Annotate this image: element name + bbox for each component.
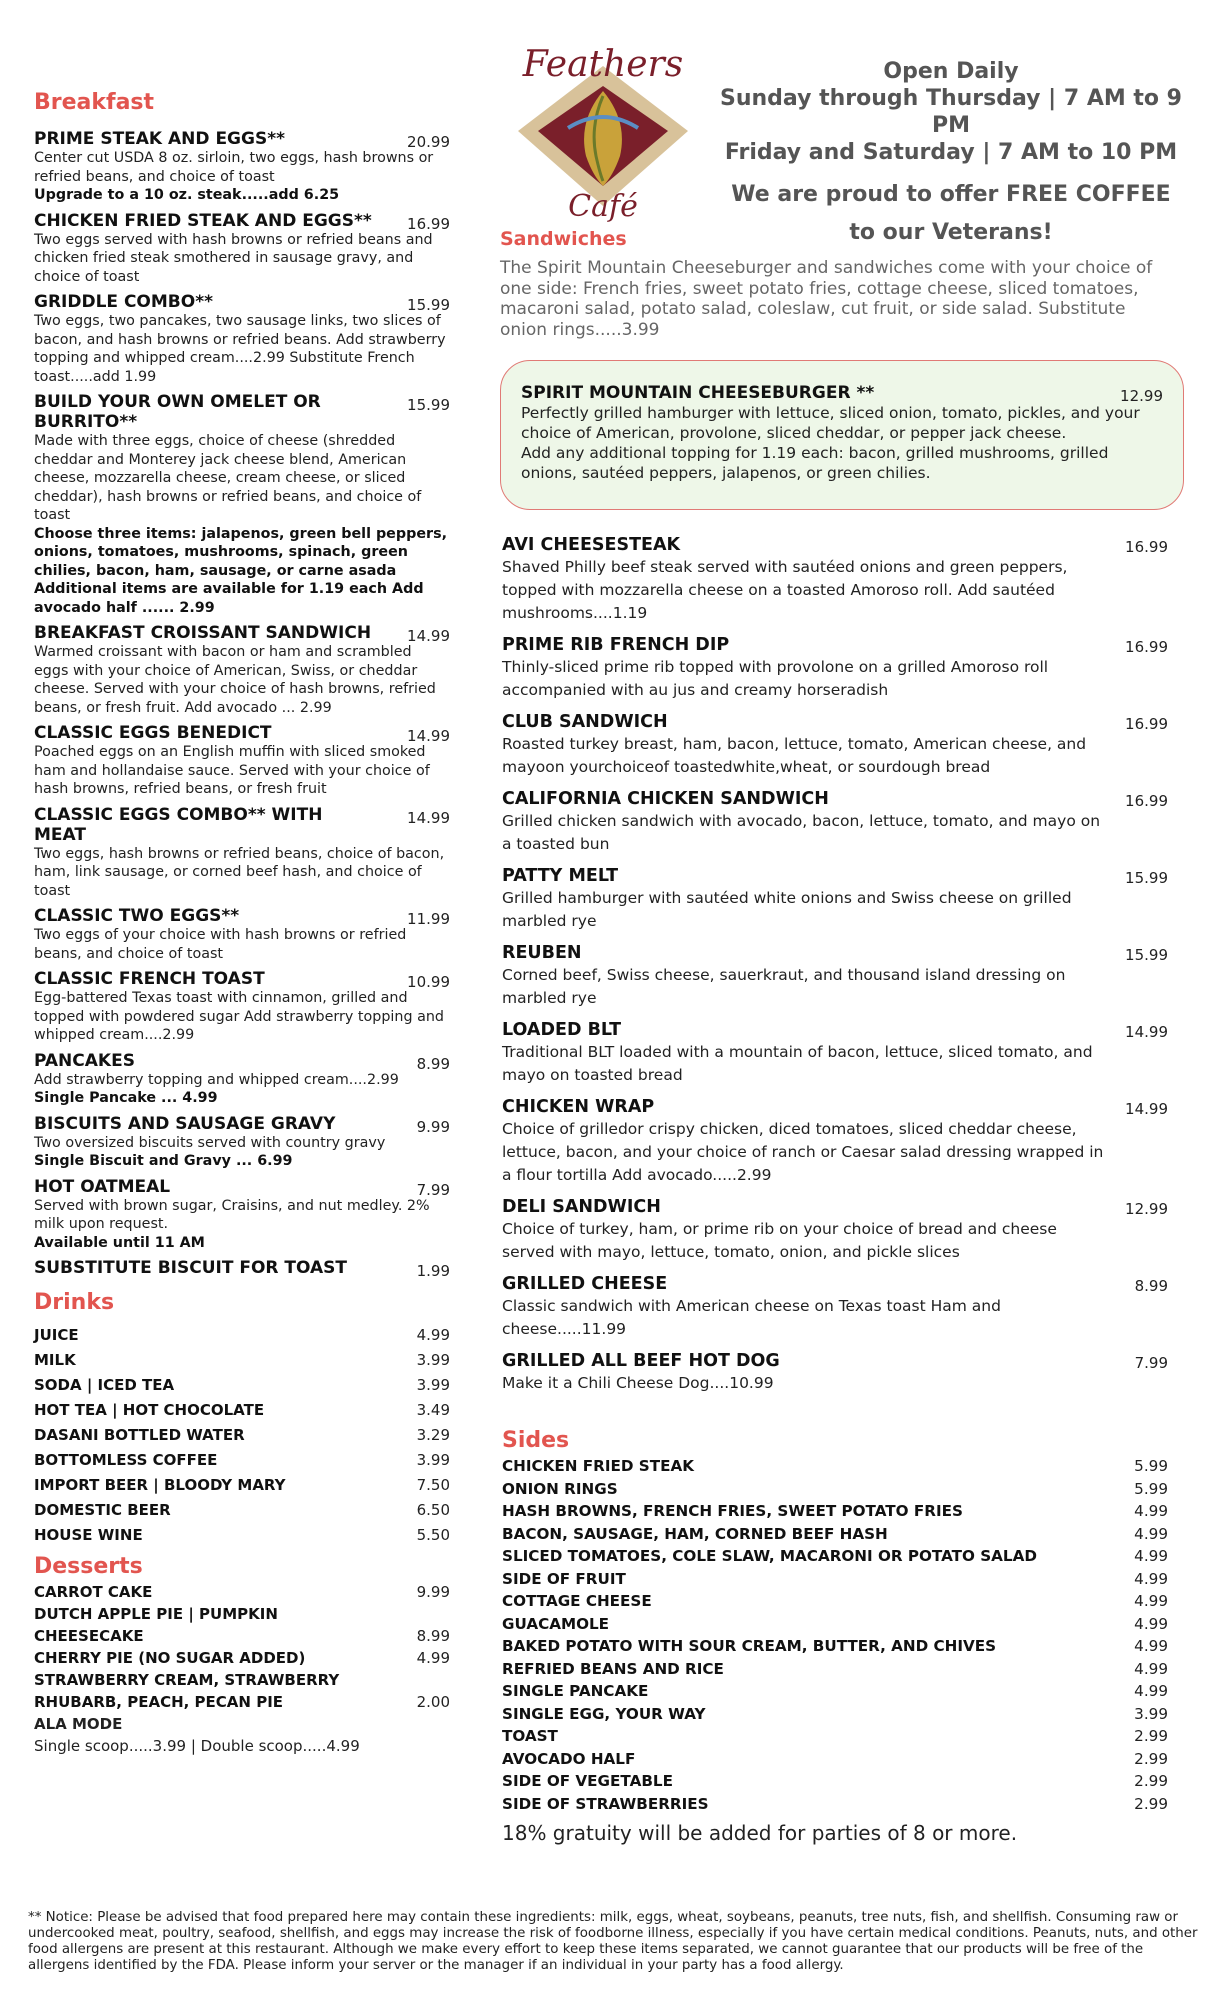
allergen-notice: ** Notice: Please be advised that food prepared here may contain these ingredients: milk, eggs, wheat, soybeans, peanuts, tree nuts, fish, and shellfish. Consuming raw or undercooked meat, poultry, seafood, shellfish, and eggs may increase the risk of foodborne illness, especially if you have certain medical conditions. Peanuts, nuts, and other food allergens are present at this restaurant. Although we make every effort to keep these items separated, we cannot guarantee that our products will be free of the allergens identified by the FDA. Please inform your server or the manager if an individual in your party has a food allergy.	[28, 1910, 1198, 1973]
sandwich-name: LOADED BLT	[502, 1020, 622, 1040]
featured-item-price: 12.99	[1120, 387, 1163, 405]
side-price: 2.99	[1134, 1727, 1168, 1745]
sandwich-price: 16.99	[1125, 538, 1168, 556]
alamode-desc: Single scoop.....3.99 | Double scoop.....4.99	[34, 1737, 360, 1755]
veterans-line-2: to our Veterans!	[849, 220, 1053, 245]
item-desc: Two oversized biscuits served with country gravy	[34, 1134, 386, 1151]
dessert-price: 2.00	[416, 1693, 450, 1711]
item-desc: Egg-battered Texas toast with cinnamon, grilled and topped with powdered sugar Add strawberry topping and whipped cream....2.99	[34, 990, 444, 1043]
menu-item	[34, 211, 450, 287]
sandwich-desc: Choice of turkey, ham, or prime rib on your choice of bread and cheese served with mayo, lettuce, tomato, onion, and pickle slices	[502, 1220, 1057, 1261]
item-name: BUILD YOUR OWN OMELET OR BURRITO**	[34, 392, 321, 432]
dessert-name: CARROT CAKE	[34, 1583, 153, 1601]
alamode-title: ALA MODE	[34, 1715, 123, 1733]
menu-item	[34, 392, 450, 617]
dessert-row	[34, 1647, 450, 1669]
sandwich-name: REUBEN	[502, 943, 582, 963]
drink-row	[34, 1348, 450, 1373]
sandwich-price: 16.99	[1125, 715, 1168, 733]
side-price: 4.99	[1134, 1659, 1168, 1678]
side-row	[502, 1680, 1168, 1703]
menu-item	[34, 723, 450, 799]
sandwiches-intro: The Spirit Mountain Cheeseburger and sandwiches come with your choice of one side: French fries, sweet potato fries, cottage cheese, sliced tomatoes, macaroni salad, potato salad, coleslaw, cut fruit, or side salad. Substitute onion rings.....3.99	[500, 258, 1153, 340]
sandwich-item	[502, 634, 1168, 702]
sandwich-price: 16.99	[1125, 638, 1168, 656]
side-price: 4.99	[1134, 1524, 1168, 1543]
drink-price: 3.99	[416, 1376, 450, 1394]
side-row	[502, 1568, 1168, 1591]
side-name: GUACAMOLE	[502, 1614, 610, 1633]
item-name: PRIME STEAK AND EGGS**	[34, 129, 285, 149]
side-name: SLICED TOMATOES, COLE SLAW, MACARONI OR POTATO SALAD	[502, 1547, 1037, 1565]
desserts-title: Desserts	[34, 1554, 143, 1579]
dessert-price: 4.99	[416, 1649, 450, 1667]
side-row	[502, 1658, 1168, 1681]
drink-price: 3.29	[416, 1426, 450, 1444]
featured-item-card	[500, 360, 1184, 510]
sandwich-desc: Thinly-sliced prime rib topped with provolone on a grilled Amoroso roll accompanied with au jus and creamy horseradish	[502, 658, 1049, 699]
side-row	[502, 1793, 1168, 1816]
item-name: SUBSTITUTE BISCUIT FOR TOAST	[34, 1258, 348, 1278]
sandwich-item	[502, 788, 1168, 856]
drink-name: HOT TEA | HOT CHOCOLATE	[34, 1401, 265, 1419]
gratuity-note: 18% gratuity will be added for parties of 8 or more.	[502, 1821, 1018, 1845]
side-name: SIDE OF FRUIT	[502, 1569, 626, 1588]
side-row	[502, 1613, 1168, 1636]
item-desc: Two eggs of your choice with hash browns or refried beans, and choice of toast	[34, 927, 407, 962]
hours-line-2: Sunday through Thursday | 7 AM to 9 PM	[720, 86, 1182, 138]
side-name: HASH BROWNS, FRENCH FRIES, SWEET POTATO FRIES	[502, 1502, 963, 1520]
side-row	[502, 1500, 1168, 1523]
sandwich-desc: Grilled hamburger with sautéed white onions and Swiss cheese on grilled marbled rye	[502, 889, 1072, 930]
side-row	[502, 1455, 1168, 1478]
item-name: PANCAKES	[34, 1050, 135, 1071]
item-price: 15.99	[407, 296, 450, 314]
drink-row	[34, 1498, 450, 1523]
item-name: GRIDDLE COMBO**	[34, 292, 213, 312]
drinks-title: Drinks	[34, 1290, 115, 1315]
item-name: BISCUITS AND SAUSAGE GRAVY	[34, 1113, 336, 1134]
side-row	[502, 1770, 1168, 1793]
item-extra: Available until 11 AM	[34, 1234, 205, 1251]
side-price: 2.99	[1134, 1749, 1168, 1768]
side-row	[502, 1545, 1168, 1568]
item-price: 15.99	[407, 396, 450, 414]
sides-section	[502, 1428, 1168, 1845]
side-name: SIDE OF VEGETABLE	[502, 1772, 673, 1790]
drink-name: BOTTOMLESS COFFEE	[34, 1451, 218, 1469]
dessert-name: STRAWBERRY CREAM, STRAWBERRY RHUBARB, PEACH, PECAN PIE	[34, 1671, 340, 1711]
drink-price: 3.99	[416, 1451, 450, 1469]
item-desc: Center cut USDA 8 oz. sirloin, two eggs, hash browns or refried beans, and choice of toast	[34, 150, 434, 185]
sandwich-price: 16.99	[1125, 792, 1168, 810]
sandwich-name: GRILLED CHEESE	[502, 1274, 668, 1294]
item-price: 10.99	[407, 973, 450, 991]
side-name: SIDE OF STRAWBERRIES	[502, 1794, 709, 1813]
side-price: 3.99	[1134, 1704, 1168, 1723]
side-row	[502, 1703, 1168, 1726]
drink-row	[34, 1523, 450, 1548]
sandwich-item	[502, 534, 1168, 625]
side-price: 4.99	[1134, 1547, 1168, 1565]
item-price: 7.99	[416, 1180, 450, 1199]
item-extra: Upgrade to a 10 oz. steak.....add 6.25	[34, 187, 340, 203]
side-row	[502, 1478, 1168, 1501]
item-name: HOT OATMEAL	[34, 1176, 171, 1197]
sandwich-name: CALIFORNIA CHICKEN SANDWICH	[502, 789, 829, 809]
veterans-line-1: We are proud to offer FREE COFFEE	[731, 182, 1171, 207]
item-price: 9.99	[416, 1117, 450, 1136]
sides-title: Sides	[502, 1428, 570, 1453]
sandwich-desc: Corned beef, Swiss cheese, sauerkraut, and thousand island dressing on marbled rye	[502, 966, 1066, 1007]
logo-text-bottom: Café	[568, 189, 638, 224]
side-name: AVOCADO HALF	[502, 1749, 636, 1768]
menu-item	[34, 1177, 450, 1253]
item-price: 16.99	[407, 214, 450, 233]
item-name: CLASSIC EGGS BENEDICT	[34, 723, 272, 743]
sandwich-name: DELI SANDWICH	[502, 1197, 661, 1217]
side-name: BACON, SAUSAGE, HAM, CORNED BEEF HASH	[502, 1524, 888, 1543]
drink-name: HOUSE WINE	[34, 1526, 143, 1544]
sandwich-desc: Grilled chicken sandwich with avocado, bacon, lettuce, tomato, and mayo on a toasted bun	[502, 812, 1101, 853]
side-name: SINGLE EGG, YOUR WAY	[502, 1704, 706, 1723]
dessert-price: 8.99	[416, 1627, 450, 1645]
item-desc: Served with brown sugar, Craisins, and nut medley. 2% milk upon request.	[34, 1197, 430, 1232]
breakfast-list	[34, 129, 450, 1278]
drink-name: MILK	[34, 1351, 76, 1369]
side-price: 5.99	[1134, 1457, 1168, 1475]
hours-block	[716, 58, 1186, 252]
sandwich-price: 8.99	[1134, 1277, 1168, 1295]
item-price: 11.99	[407, 910, 450, 928]
item-name: CLASSIC EGGS COMBO** WITH MEAT	[34, 804, 323, 845]
side-name: COTTAGE CHEESE	[502, 1592, 652, 1610]
sandwich-price: 15.99	[1125, 946, 1168, 964]
menu-item	[34, 623, 450, 717]
item-price: 8.99	[416, 1054, 450, 1073]
drink-price: 6.50	[416, 1501, 450, 1519]
side-row	[502, 1635, 1168, 1658]
featured-item-name: SPIRIT MOUNTAIN CHEESEBURGER **	[521, 383, 875, 403]
hours-line-1: Open Daily	[883, 59, 1019, 84]
menu-item	[34, 1114, 450, 1171]
sandwich-price: 14.99	[1125, 1023, 1168, 1041]
item-price: 1.99	[416, 1262, 450, 1280]
sandwich-desc: Make it a Chili Cheese Dog....10.99	[502, 1374, 774, 1392]
sandwich-name: PRIME RIB FRENCH DIP	[502, 635, 730, 655]
side-price: 4.99	[1134, 1502, 1168, 1520]
featured-item-extra: Add any additional topping for 1.19 each: bacon, grilled mushrooms, grilled onions, sautéed peppers, jalapenos, or green chilies.	[521, 444, 1109, 482]
dessert-row	[34, 1669, 450, 1713]
drink-row	[34, 1448, 450, 1473]
item-name: CHICKEN FRIED STEAK AND EGGS**	[34, 210, 372, 231]
side-name: TOAST	[502, 1727, 558, 1745]
sides-list	[502, 1455, 1168, 1815]
drink-price: 7.50	[416, 1476, 450, 1494]
menu-item	[34, 906, 450, 963]
drink-row	[34, 1398, 450, 1423]
drink-name: DOMESTIC BEER	[34, 1501, 171, 1519]
item-price: 14.99	[407, 627, 450, 645]
drink-name: SODA | ICED TEA	[34, 1376, 175, 1394]
item-name: BREAKFAST CROISSANT SANDWICH	[34, 623, 372, 643]
side-row	[502, 1725, 1168, 1748]
feathers-cafe-logo	[508, 36, 698, 226]
sandwich-price: 15.99	[1125, 869, 1168, 887]
hours-line-3: Friday and Saturday | 7 AM to 10 PM	[724, 140, 1178, 165]
item-desc: Poached eggs on an English muffin with sliced smoked ham and hollandaise sauce. Served with your choice of hash browns, refried beans, or fresh fruit	[34, 744, 430, 797]
item-price: 20.99	[407, 133, 450, 151]
sandwich-item	[502, 1096, 1168, 1187]
item-price: 14.99	[407, 727, 450, 745]
drink-price: 5.50	[416, 1526, 450, 1544]
menu-item	[34, 129, 450, 205]
sandwich-item	[502, 865, 1168, 933]
sandwich-item	[502, 1196, 1168, 1264]
item-price: 14.99	[407, 808, 450, 827]
sandwich-item	[502, 942, 1168, 1010]
side-price: 2.99	[1134, 1794, 1168, 1813]
item-extra: Single Pancake ... 4.99	[34, 1090, 218, 1106]
side-price: 4.99	[1134, 1637, 1168, 1655]
dessert-price: 9.99	[416, 1583, 450, 1601]
dessert-name: CHERRY PIE (NO SUGAR ADDED)	[34, 1649, 306, 1667]
menu-item	[34, 292, 450, 386]
drink-name: IMPORT BEER | BLOODY MARY	[34, 1476, 286, 1494]
left-column	[34, 90, 450, 1755]
item-desc: Two eggs served with hash browns or refried beans and chicken fried steak smothered in sausage gravy, and choice of toast	[34, 231, 433, 285]
drink-price: 3.99	[416, 1351, 450, 1369]
sandwich-item	[502, 1019, 1168, 1087]
item-desc: Two eggs, two pancakes, two sausage links, two slices of bacon, and hash browns or refried beans. Add strawberry topping and whipped cream....2.99 Substitute French toast.....add 1.99	[34, 313, 446, 385]
item-desc: Made with three eggs, choice of cheese (shredded cheddar and Monterey jack cheese blend, American cheese, mozzarella cheese, cream cheese, or sliced cheddar), hash browns or refried beans, and choice of toast	[34, 433, 422, 523]
drink-price: 3.49	[416, 1401, 450, 1419]
sandwich-price: 12.99	[1125, 1200, 1168, 1218]
sandwich-item	[502, 1273, 1168, 1341]
side-name: ONION RINGS	[502, 1479, 618, 1498]
sandwich-name: CLUB SANDWICH	[502, 712, 668, 732]
drink-row	[34, 1323, 450, 1348]
menu-item	[34, 805, 450, 901]
drink-name: JUICE	[34, 1326, 79, 1344]
dessert-row	[34, 1581, 450, 1603]
item-desc: Warmed croissant with bacon or ham and scrambled eggs with your choice of American, Swiss, or cheddar cheese. Served with your choice of hash browns, refried beans, or fresh fruit. Add avocado ... 2.99	[34, 644, 436, 716]
logo-text-top: Feathers	[522, 44, 684, 85]
side-row	[502, 1748, 1168, 1771]
menu-item	[34, 969, 450, 1045]
sandwich-desc: Choice of grilledor crispy chicken, diced tomatoes, sliced cheddar cheese, lettuce, bacon, and your choice of ranch or Caesar salad dressing wrapped in a flour tortilla Add avocado.....2.99	[502, 1120, 1104, 1184]
item-name: CLASSIC FRENCH TOAST	[34, 969, 265, 989]
sandwich-item	[502, 711, 1168, 779]
drinks-list	[34, 1323, 450, 1548]
drink-row	[34, 1473, 450, 1498]
sandwich-desc: Shaved Philly beef steak served with sautéed onions and green peppers, topped with mozzarella cheese on a toasted Amoroso roll. Add sautéed mushrooms....1.19	[502, 558, 1068, 622]
drink-row	[34, 1373, 450, 1398]
sandwich-desc: Roasted turkey breast, ham, bacon, lettuce, tomato, American cheese, and mayoon yourchoiceof toastedwhite,wheat, or sourdough bread	[502, 735, 1087, 776]
side-name: CHICKEN FRIED STEAK	[502, 1457, 694, 1475]
menu-item	[34, 1258, 450, 1278]
item-desc: Two eggs, hash browns or refried beans, choice of bacon, ham, link sausage, or corned beef hash, and choice of toast	[34, 845, 445, 899]
item-desc: Add strawberry topping and whipped cream....2.99	[34, 1071, 399, 1088]
side-price: 4.99	[1134, 1569, 1168, 1588]
sandwich-desc: Classic sandwich with American cheese on Texas toast Ham and cheese.....11.99	[502, 1297, 1001, 1338]
sandwich-item	[502, 1350, 1168, 1395]
side-price: 5.99	[1134, 1479, 1168, 1498]
drink-name: DASANI BOTTLED WATER	[34, 1426, 245, 1444]
sandwich-name: AVI CHEESESTEAK	[502, 535, 681, 555]
side-price: 4.99	[1134, 1682, 1168, 1700]
side-price: 2.99	[1134, 1772, 1168, 1790]
side-name: REFRIED BEANS AND RICE	[502, 1659, 724, 1678]
side-price: 4.99	[1134, 1614, 1168, 1633]
sandwich-name: PATTY MELT	[502, 866, 619, 886]
side-price: 4.99	[1134, 1592, 1168, 1610]
side-name: SINGLE PANCAKE	[502, 1682, 649, 1700]
desserts-list	[34, 1581, 450, 1713]
sandwich-name: GRILLED ALL BEEF HOT DOG	[502, 1351, 780, 1371]
side-row	[502, 1590, 1168, 1613]
sandwich-list	[502, 534, 1168, 1404]
sandwich-desc: Traditional BLT loaded with a mountain of bacon, lettuce, sliced tomato, and mayo on toasted bread	[502, 1043, 1093, 1084]
dessert-row	[34, 1603, 450, 1647]
dessert-name: DUTCH APPLE PIE | PUMPKIN CHEESECAKE	[34, 1605, 278, 1645]
featured-item-desc: Perfectly grilled hamburger with lettuce, sliced onion, tomato, pickles, and your choice of American, provolone, sliced cheddar, or pepper jack cheese.	[521, 404, 1140, 442]
item-extra: Single Biscuit and Gravy ... 6.99	[34, 1153, 293, 1169]
side-name: BAKED POTATO WITH SOUR CREAM, BUTTER, AND CHIVES	[502, 1637, 997, 1655]
sandwiches-title: Sandwiches	[500, 228, 627, 250]
item-name: CLASSIC TWO EGGS**	[34, 906, 240, 926]
breakfast-title: Breakfast	[34, 90, 155, 115]
sandwich-name: CHICKEN WRAP	[502, 1097, 655, 1117]
menu-item	[34, 1051, 450, 1108]
drink-row	[34, 1423, 450, 1448]
sandwich-price: 7.99	[1134, 1354, 1168, 1372]
drink-price: 4.99	[416, 1326, 450, 1344]
item-extra: Choose three items: jalapenos, green bell peppers, onions, tomatoes, mushrooms, spinach, green chilies, bacon, ham, sausage, or carne asada Additional items are available for 1.19 each Add avocado half ...... 2.99	[34, 525, 448, 616]
side-row	[502, 1523, 1168, 1546]
sandwich-price: 14.99	[1125, 1100, 1168, 1118]
